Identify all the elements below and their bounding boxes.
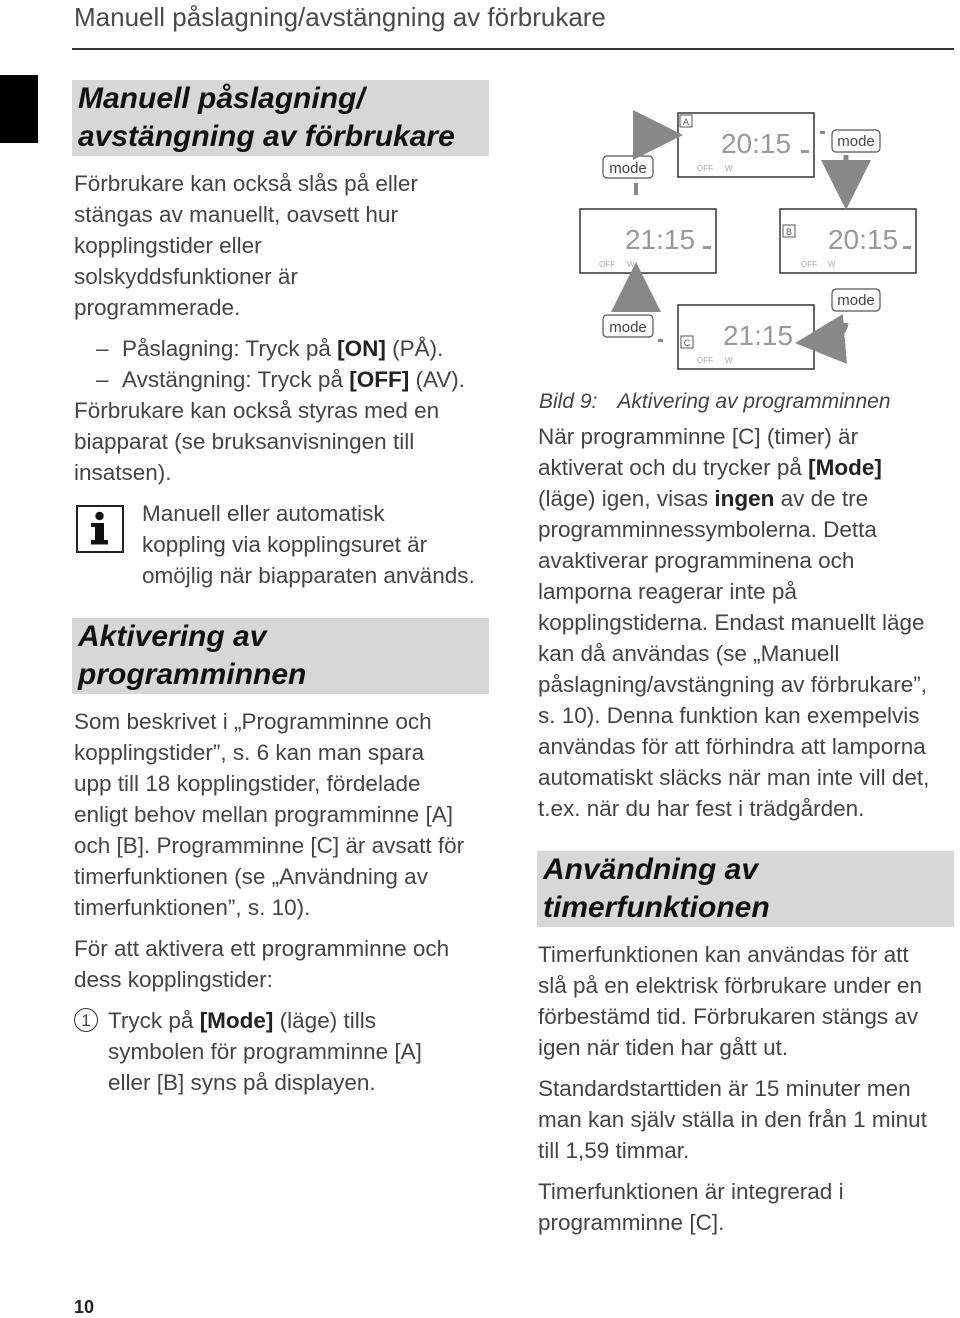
text-line: s. 10). Denna funktion kan exempelvis bbox=[538, 703, 920, 728]
text-line: förbestämd tid. Förbrukaren stängs av bbox=[538, 1004, 919, 1029]
text-line: Manuell eller automatisk bbox=[142, 501, 385, 526]
running-header: Manuell påslagning/avstängning av förbrukare bbox=[74, 2, 606, 32]
mode-cycle-diagram bbox=[570, 105, 940, 385]
chapter-tab-marker bbox=[0, 75, 38, 143]
memory-id: A bbox=[682, 117, 690, 127]
heading-line: Aktivering av bbox=[78, 620, 267, 653]
heading-line: Användning av bbox=[543, 853, 759, 886]
display-no-memory bbox=[580, 209, 716, 273]
text-line: påslagning/avstängning av förbrukare”, bbox=[538, 672, 927, 697]
text-line: Förbrukare kan också slås på eller bbox=[74, 171, 418, 196]
key-mode: [Mode] bbox=[199, 1008, 274, 1033]
memory-id: C bbox=[683, 338, 691, 348]
text-line: dess kopplingstider: bbox=[74, 967, 273, 992]
text-line: timerfunktionen (se „Användning av bbox=[74, 864, 428, 889]
text-line: och [B]. Programminne [C] är avsatt för bbox=[74, 833, 465, 858]
w-indicator: W bbox=[627, 260, 635, 269]
section-heading-timer bbox=[537, 851, 954, 927]
text-line: Timerfunktionen är integrerad i bbox=[538, 1179, 844, 1204]
heading-line: programminnen bbox=[78, 658, 307, 691]
text-line: koppling via kopplingsuret är bbox=[142, 532, 428, 557]
caption-text: Aktivering av programminnen bbox=[617, 390, 891, 413]
intro-paragraph bbox=[74, 168, 418, 323]
display-time: 20:15 bbox=[720, 128, 792, 159]
heading-line: avstängning av förbrukare bbox=[78, 120, 455, 153]
mode-label-top-right bbox=[832, 130, 880, 152]
text-line: kopplingstiderna. Endast manuellt läge bbox=[538, 610, 925, 635]
text-line: Förbrukare kan också styras med en bbox=[74, 398, 440, 423]
w-indicator: W bbox=[828, 260, 836, 269]
timer-mode-paragraph bbox=[538, 421, 929, 824]
svg-text:mode: mode bbox=[609, 319, 647, 336]
display-time: 21:15 bbox=[624, 224, 696, 255]
timer-paragraph-2 bbox=[538, 1073, 927, 1166]
off-indicator: OFF bbox=[697, 164, 713, 173]
memory-paragraph bbox=[74, 706, 464, 923]
text-line: avaktiverar programminena och bbox=[538, 548, 855, 573]
timer-paragraph-3 bbox=[538, 1176, 844, 1238]
text-line: programminnessymbolerna. Detta bbox=[538, 517, 877, 542]
step-1: 1 Tryck på [Mode] (läge) tills symbolen för programminne [A] eller [B] syns på displayen. bbox=[74, 1005, 422, 1098]
w-indicator: W bbox=[725, 356, 733, 365]
section-heading-manual-switching bbox=[72, 80, 489, 156]
display-a bbox=[678, 113, 814, 177]
svg-text:mode: mode bbox=[837, 292, 875, 309]
arrow-left-to-a bbox=[636, 135, 658, 153]
text-line: till 1,59 timmar. bbox=[538, 1138, 690, 1163]
text-line: omöjlig när biapparaten används. bbox=[142, 563, 475, 588]
switch-instructions-list bbox=[74, 333, 465, 395]
display-time: 20:15 bbox=[827, 224, 899, 255]
text-line: slå på en elektrisk förbrukare under en bbox=[538, 973, 922, 998]
info-icon bbox=[76, 505, 124, 553]
text-line: lamporna reagerar inte på bbox=[538, 579, 797, 604]
svg-text:mode: mode bbox=[837, 133, 875, 150]
list-item-off: – Avstängning: Tryck på [OFF] (AV). bbox=[74, 364, 465, 395]
text-line: aktiverat och du trycker på [Mode] bbox=[538, 455, 882, 480]
text-line: stängas av manuellt, oavsett hur bbox=[74, 202, 398, 227]
mode-label-top-left bbox=[603, 156, 653, 178]
off-indicator: OFF bbox=[599, 260, 615, 269]
text-line: När programminne [C] (timer) är bbox=[538, 424, 859, 449]
text-line: symbolen för programminne [A] bbox=[108, 1039, 422, 1064]
key-off: [OFF] bbox=[349, 367, 410, 392]
display-time: 21:15 bbox=[722, 320, 794, 351]
text-line: (läge) igen, visas ingen av de tre bbox=[538, 486, 869, 511]
off-indicator: OFF bbox=[697, 356, 713, 365]
text-line: programmerade. bbox=[74, 295, 241, 320]
text-line: programminne [C]. bbox=[538, 1210, 725, 1235]
list-item-on: – Påslagning: Tryck på [ON] (PÅ). bbox=[74, 333, 465, 364]
header-rule bbox=[72, 48, 954, 50]
text-line: För att aktivera ett programminne och bbox=[74, 936, 450, 961]
text-line: Timerfunktionen kan användas för att bbox=[538, 942, 909, 967]
text-line: t.ex. när du har fest i trädgården. bbox=[538, 796, 865, 821]
activate-intro-paragraph bbox=[74, 933, 449, 995]
arrow-b-to-c bbox=[820, 323, 846, 341]
emphasis-none: ingen bbox=[714, 486, 775, 511]
remote-control-paragraph bbox=[74, 395, 439, 488]
text-line: man kan själv ställa in den från 1 minut bbox=[538, 1107, 927, 1132]
off-indicator: OFF bbox=[801, 260, 817, 269]
section-heading-activate-memories bbox=[72, 618, 489, 694]
key-mode: [Mode] bbox=[808, 455, 882, 480]
text-line: användas för att förhindra att lamporna bbox=[538, 734, 926, 759]
text-line: upp till 18 kopplingstider, fördelade bbox=[74, 771, 421, 796]
step-number-badge: 1 bbox=[74, 1008, 98, 1032]
text-line: automatiskt släcks när man inte vill det, bbox=[538, 765, 930, 790]
text-line: insatsen). bbox=[74, 460, 172, 485]
text-line: solskyddsfunktioner är bbox=[74, 264, 298, 289]
w-indicator: W bbox=[725, 164, 733, 173]
caption-label: Bild 9: bbox=[539, 390, 598, 413]
mode-label-bottom-right bbox=[832, 289, 880, 311]
display-b bbox=[780, 209, 916, 273]
figure-caption bbox=[539, 390, 891, 414]
timer-paragraph-1 bbox=[538, 939, 922, 1063]
heading-line: timerfunktionen bbox=[543, 891, 770, 924]
text-line: kopplingstider eller bbox=[74, 233, 262, 258]
text-line: biapparat (se bruksanvisningen till bbox=[74, 429, 415, 454]
display-c bbox=[678, 305, 814, 369]
key-on: [ON] bbox=[337, 336, 386, 361]
text-line: igen när tiden har gått ut. bbox=[538, 1035, 789, 1060]
text-line: kopplingstider”, s. 6 kan man spara bbox=[74, 740, 425, 765]
page-number: 10 bbox=[74, 1297, 95, 1317]
text-line: kan då användas (se „Manuell bbox=[538, 641, 840, 666]
svg-text:mode: mode bbox=[609, 160, 647, 177]
text-line: eller [B] syns på displayen. bbox=[108, 1070, 376, 1095]
mode-label-bottom-left bbox=[603, 315, 653, 337]
text-line: timerfunktionen”, s. 10). bbox=[74, 895, 311, 920]
text-line: enligt behov mellan programminne [A] bbox=[74, 802, 453, 827]
memory-id: B bbox=[785, 227, 793, 237]
text-line: Standardstarttiden är 15 minuter men bbox=[538, 1076, 911, 1101]
info-note bbox=[142, 498, 475, 591]
text-line: Som beskrivet i „Programminne och bbox=[74, 709, 432, 734]
heading-line: Manuell påslagning/ bbox=[78, 82, 365, 115]
